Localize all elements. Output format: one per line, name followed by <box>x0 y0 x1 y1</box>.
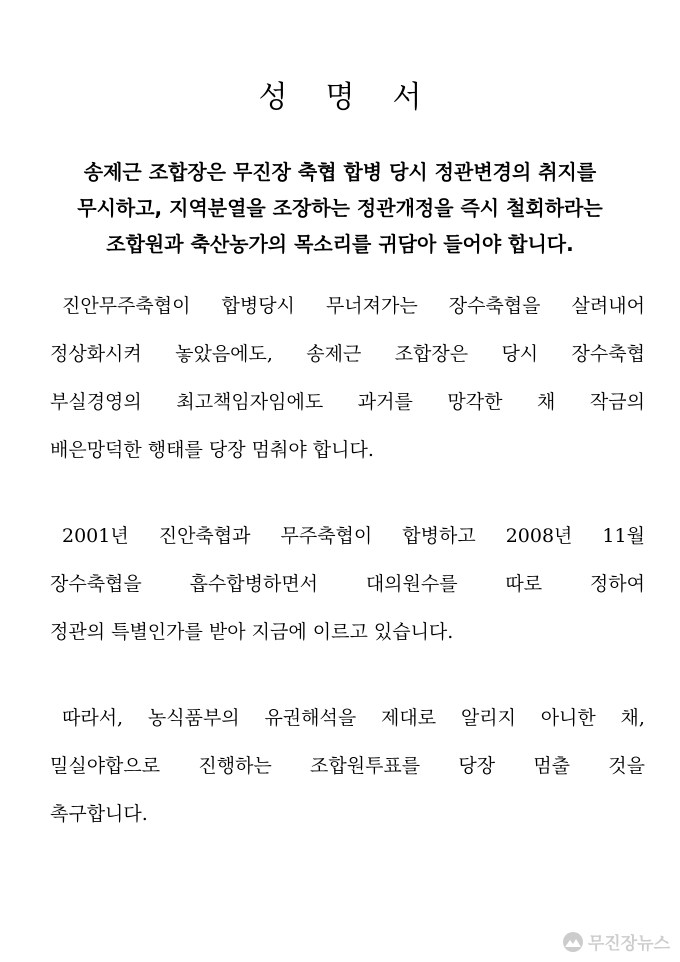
paragraph-line: 배은망덕한 행태를 당장 멈춰야 합니다. <box>50 439 374 461</box>
paragraph-line: 장수축협을 흡수합병하면서 대의원수를 따로 정하여 <box>50 573 645 595</box>
paragraph-line: 촉구합니다. <box>50 803 148 825</box>
paragraph-1 <box>50 282 645 474</box>
mountain-logo-icon <box>562 931 584 953</box>
paragraph-2 <box>50 512 645 656</box>
paragraph-3 <box>50 694 645 838</box>
paragraph-line: 따라서, 농식품부의 유권해석을 제대로 알리지 아니한 채, <box>62 707 645 729</box>
paragraph-line: 밀실야합으로 진행하는 조합원투표를 당장 멈출 것을 <box>50 755 645 777</box>
paragraph-line: 부실경영의 최고책임자임에도 과거를 망각한 채 작금의 <box>50 391 645 413</box>
headline-line: 송제근 조합장은 무진장 축협 합병 당시 정관변경의 취지를 <box>83 160 597 184</box>
statement-title: 성명서 <box>258 80 460 115</box>
paragraph-line: 정상화시켜 놓았음에도, 송제근 조합장은 당시 장수축협 <box>50 343 645 365</box>
headline <box>40 154 640 262</box>
headline-line: 무시하고, 지역분열을 조장하는 정관개정을 즉시 철회하라는 <box>77 196 603 220</box>
paragraph-line: 정관의 특별인가를 받아 지금에 이르고 있습니다. <box>50 621 454 643</box>
watermark <box>562 929 670 954</box>
watermark-text: 무진장뉴스 <box>587 934 670 954</box>
paragraph-line: 2001년 진안축협과 무주축협이 합병하고 2008년 11월 <box>62 525 645 547</box>
paragraph-line: 진안무주축협이 합병당시 무너져가는 장수축협을 살려내어 <box>62 295 645 317</box>
headline-line: 조합원과 축산농가의 목소리를 귀담아 들어야 합니다. <box>106 232 574 256</box>
